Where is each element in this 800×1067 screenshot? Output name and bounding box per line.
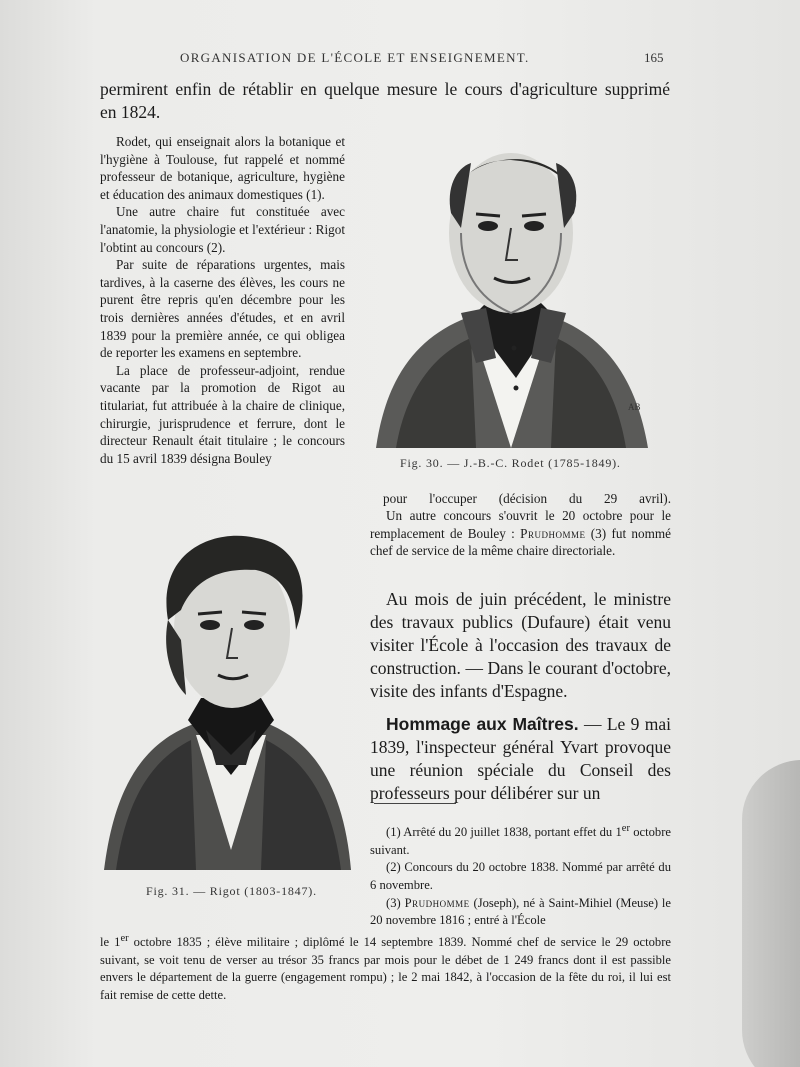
fig30-caption: Fig. 30. — J.-B.-C. Rodet (1785-1849). (400, 456, 621, 470)
top-line-1: permirent enfin de rétablir en quelque mesure le cours d'agriculture supprimé (100, 79, 670, 99)
right-column-large (370, 588, 671, 805)
paragraph-minister: Au mois de juin précédent, le ministre des travaux publics (Dufaure) était venu visiter l'École à l'occasion des travaux de construction. — Dans le courant d'octobre, visite des infants d'Espagne. (370, 589, 671, 701)
wide-line: pour l'occuper (décision du 29 avril). (383, 491, 671, 506)
fn1-text-a: (1) Arrêté du 20 juillet 1838, portant effet du 1 (386, 825, 622, 840)
footnote-rule (374, 803, 456, 804)
footnote-2: (2) Concours du 20 octobre 1838. Nommé par arrêté du 6 novembre. (370, 860, 671, 892)
paragraph-repairs: Par suite de réparations urgentes, mais tardives, à la caserne des élèves, les cours ne purent être repris qu'en décembre pour les trois dernières années d'études, et en avril 1839 pour la première année, ce qui obligea de reporter les examens en septembre. (100, 257, 345, 361)
rodet-portrait (366, 118, 656, 448)
footnote-3-continued (100, 930, 671, 1005)
p5-name: Prudhomme (520, 525, 586, 541)
fn3-text-b: (Joseph), né à Saint-Mihiel (Meuse) le 20 novembre 1816 ; entré à l'École (370, 895, 671, 928)
paragraph-prudhomme (370, 507, 671, 560)
paragraph-rodet: Rodet, qui enseignait alors la botanique et l'hygiène à Toulouse, fut rappelé et nommé professeur de botanique, agriculture, hygiène et éducation des animaux domestiques (1). (100, 134, 345, 202)
fn3-cont-b: octobre 1835 ; élève militaire ; diplômé le 14 septembre 1839. Nommé chef de service le 29 octobre suivant, se voit tenu de verser au trésor 35 francs par mois pour le débet de 1 249 francs dont il est passible envers le département de la guerre (engagement rompu) ; le 2 mai 1842, à l'occasion de la fête du roi, il lui est fait remise de cette dette. (100, 935, 671, 1002)
footnotes-right (370, 820, 671, 930)
footnote-3-body (100, 930, 671, 1005)
left-column (100, 133, 345, 467)
paragraph-adjoint: La place de professeur-adjoint, rendue vacante par la promotion de Rigot au titulariat, fut attribuée à la chaire de clinique, chirurgie, jurisprudence et ferrure, dont le directeur Renault était titulaire ; le concours du 15 avril 1839 désigna Bouley (100, 362, 345, 466)
fn3-cont-a: le 1 (100, 935, 121, 950)
artist-signature: AB (628, 402, 641, 412)
hommage-title: Hommage aux Maîtres. (386, 714, 579, 734)
hommage-body: — Le 9 mai 1839, l'inspecteur général Yvart provoque une réunion spéciale du Conseil des professeurs pour délibérer sur un (370, 714, 672, 803)
p5-text-a: Un autre concours s'ouvrit le 20 octobre pour le remplacement de Bouley : (370, 508, 671, 541)
fn1-text-b: octobre suivant. (370, 825, 671, 857)
footnote-3 (370, 895, 671, 930)
paragraph-hommage (370, 713, 671, 805)
fig31-caption: Fig. 31. — Rigot (1803-1847). (146, 884, 317, 898)
fn3-text-a: (3) (386, 895, 405, 910)
paragraph-rigot-chair: Une autre chaire fut constituée avec l'anatomie, la physiologie et l'extérieur : Rigot l'obtint au concours (2). (100, 204, 345, 255)
p5-text-b: (3) fut nommé chef de service de la même chaire directoriale. (370, 525, 671, 559)
rigot-portrait (96, 520, 356, 870)
fn3-cont-superscript: er (120, 933, 129, 944)
fn1-superscript: er (621, 823, 630, 834)
reader-thumb (742, 760, 800, 1067)
right-column-small (370, 507, 671, 560)
fn3-name: Prudhomme (404, 895, 470, 910)
footnote-1 (370, 820, 671, 859)
top-line-2: en 1824. (100, 102, 161, 122)
page-number: 165 (644, 50, 664, 65)
running-title: ORGANISATION DE L'ÉCOLE ET ENSEIGNEMENT. (180, 50, 530, 65)
